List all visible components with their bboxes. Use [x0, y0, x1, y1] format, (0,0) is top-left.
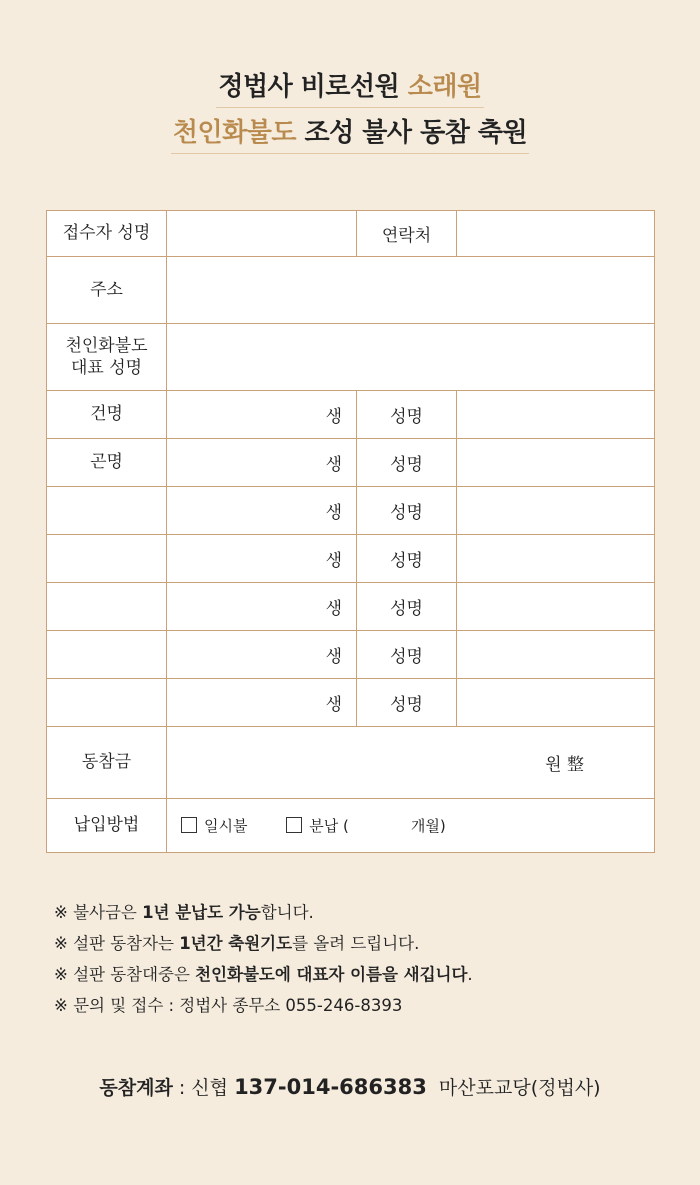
payment-method-options [167, 799, 655, 853]
birth-field[interactable]: 생 [167, 679, 357, 727]
birth-field[interactable]: 생 [167, 391, 357, 439]
person-name-field[interactable] [457, 679, 655, 727]
birth-field[interactable]: 생 [167, 631, 357, 679]
lump-sum-option[interactable] [181, 815, 247, 836]
note-text: ※ 문의 및 접수 : 정법사 종무소 055-246-8393 [54, 996, 403, 1015]
account-label: 동참계좌 [99, 1077, 173, 1099]
person-name-field[interactable] [457, 487, 655, 535]
note-bold: 1년 분납도 가능 [142, 903, 261, 922]
title-accent-1: 소래원 [407, 72, 482, 102]
account-number: 137-014-686383 [234, 1075, 427, 1099]
note-text: ※ 불사금은 [54, 903, 143, 922]
person-name-label: 성명 [357, 583, 457, 631]
applicant-name-label: 접수자 성명 [47, 211, 167, 257]
address-row [47, 257, 655, 324]
person-row [47, 439, 655, 487]
person-name-field[interactable] [457, 535, 655, 583]
title-line-2 [0, 112, 700, 154]
person-name-field[interactable] [457, 391, 655, 439]
note-item [54, 990, 473, 1021]
person-row [47, 679, 655, 727]
birth-field[interactable]: 생 [167, 583, 357, 631]
person-name-label: 성명 [357, 391, 457, 439]
person-row [47, 583, 655, 631]
person-row-label [47, 535, 167, 583]
person-row [47, 487, 655, 535]
donation-amount-field[interactable]: 원 整 [167, 727, 655, 799]
note-bold: 천인화불도에 대표자 이름을 새깁니다 [195, 965, 468, 984]
person-row-label [47, 487, 167, 535]
representative-name-field[interactable] [167, 324, 655, 391]
installment-option[interactable] [286, 815, 445, 836]
payment-row [47, 799, 655, 853]
note-text-end: . [467, 965, 473, 984]
person-row-label [47, 631, 167, 679]
representative-label-line2: 대표 성명 [70, 358, 143, 378]
person-name-label: 성명 [357, 631, 457, 679]
donation-label: 동참금 [47, 727, 167, 799]
application-form [46, 210, 655, 853]
title-accent-2: 천인화불도 [172, 118, 296, 148]
person-row-label [47, 583, 167, 631]
note-item [54, 959, 473, 990]
person-name-field[interactable] [457, 439, 655, 487]
person-row [47, 631, 655, 679]
contact-label: 연락처 [357, 211, 457, 257]
note-text: ※ 설판 동참자는 [54, 934, 180, 953]
note-item [54, 928, 473, 959]
person-name-label: 성명 [357, 439, 457, 487]
person-name-label: 성명 [357, 487, 457, 535]
lump-sum-checkbox[interactable] [181, 817, 197, 833]
notes-list [54, 897, 473, 1021]
person-name-field[interactable] [457, 583, 655, 631]
person-row-label: 곤명 [47, 439, 167, 487]
applicant-row [47, 211, 655, 257]
birth-field[interactable]: 생 [167, 535, 357, 583]
account-bank: : 신협 [172, 1077, 235, 1099]
note-text: ※ 설판 동참대중은 [54, 965, 196, 984]
title-line-1 [0, 66, 700, 108]
title-main-2: 조성 불사 동참 축원 [295, 118, 528, 148]
birth-field[interactable]: 생 [167, 439, 357, 487]
contact-field[interactable] [457, 211, 655, 257]
donation-row [47, 727, 655, 799]
representative-row [47, 324, 655, 391]
person-name-field[interactable] [457, 631, 655, 679]
address-field[interactable] [167, 257, 655, 324]
person-name-label: 성명 [357, 679, 457, 727]
birth-field[interactable]: 생 [167, 487, 357, 535]
account-holder: 마산포교당(정법사) [426, 1077, 601, 1099]
note-bold: 1년간 축원기도 [179, 934, 293, 953]
lump-sum-label: 일시불 [204, 817, 248, 835]
address-label: 주소 [47, 257, 167, 324]
payment-method-label: 납입방법 [47, 799, 167, 853]
person-name-label: 성명 [357, 535, 457, 583]
note-text-end: 를 올려 드립니다. [292, 934, 420, 953]
months-label: 개월) [410, 817, 446, 835]
representative-label-line1: 천인화불도 [65, 335, 148, 356]
applicant-name-field[interactable] [167, 211, 357, 257]
bank-account [0, 1073, 700, 1100]
note-item [54, 897, 473, 928]
representative-label [47, 324, 167, 391]
person-row [47, 391, 655, 439]
installment-label: 분납 ( [309, 817, 349, 835]
person-row [47, 535, 655, 583]
note-text-end: 합니다. [260, 903, 314, 922]
person-row-label: 건명 [47, 391, 167, 439]
installment-checkbox[interactable] [286, 817, 302, 833]
title-main-1: 정법사 비로선원 [218, 72, 408, 102]
person-row-label [47, 679, 167, 727]
